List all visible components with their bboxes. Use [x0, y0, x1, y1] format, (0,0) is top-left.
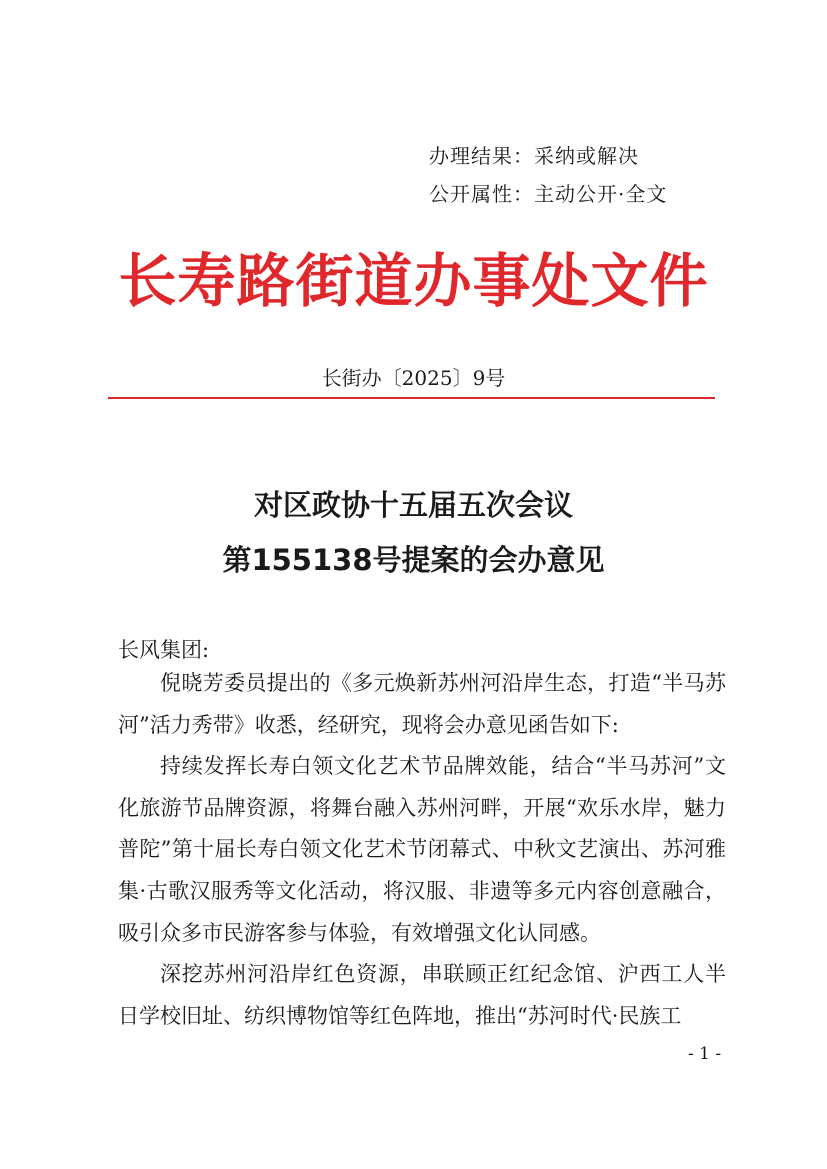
paragraph: 倪晓芳委员提出的《多元焕新苏州河沿岸生态，打造“半马苏河”活力秀带》收悉，经研究，现将会办意见函告如下: — [118, 671, 726, 737]
red-separator-line — [108, 397, 715, 399]
document-number: 长街办〔2025〕9号 — [321, 366, 506, 390]
paragraph: 持续发挥长寿白领文化艺术节品牌效能，结合“半马苏河”文化旅游节品牌资源，将舞台融入苏州河畔，开展“欢乐水岸，魅力普陀”第十届长寿白领文化艺术节闭幕式、中秋文艺演出、苏河雅集·古歌汉服秀等文化活动，将汉服、非遗等多元内容创意融合，吸引众多市民游客参与体验，有效增强文化认同感。 — [118, 754, 726, 945]
handling-result: 办理结果：采纳或解决 — [429, 144, 639, 168]
document-title-line-1: 对区政协十五届五次会议 — [253, 488, 573, 522]
document-masthead: 长寿路街道办事处文件 — [118, 247, 709, 315]
page-number: - 1 - — [688, 1044, 722, 1064]
salutation: 长风集团: — [118, 638, 210, 662]
paragraph: 深挖苏州河沿岸红色资源，串联顾正红纪念馆、沪西工人半日学校旧址、纺织博物馆等红色阵地，推出“苏河时代·民族工 — [118, 962, 726, 1028]
document-title-line-2: 第155138号提案的会办意见 — [222, 543, 605, 577]
disclosure-attribute: 公开属性：主动公开·全文 — [429, 182, 668, 206]
body-text — [118, 663, 726, 1037]
